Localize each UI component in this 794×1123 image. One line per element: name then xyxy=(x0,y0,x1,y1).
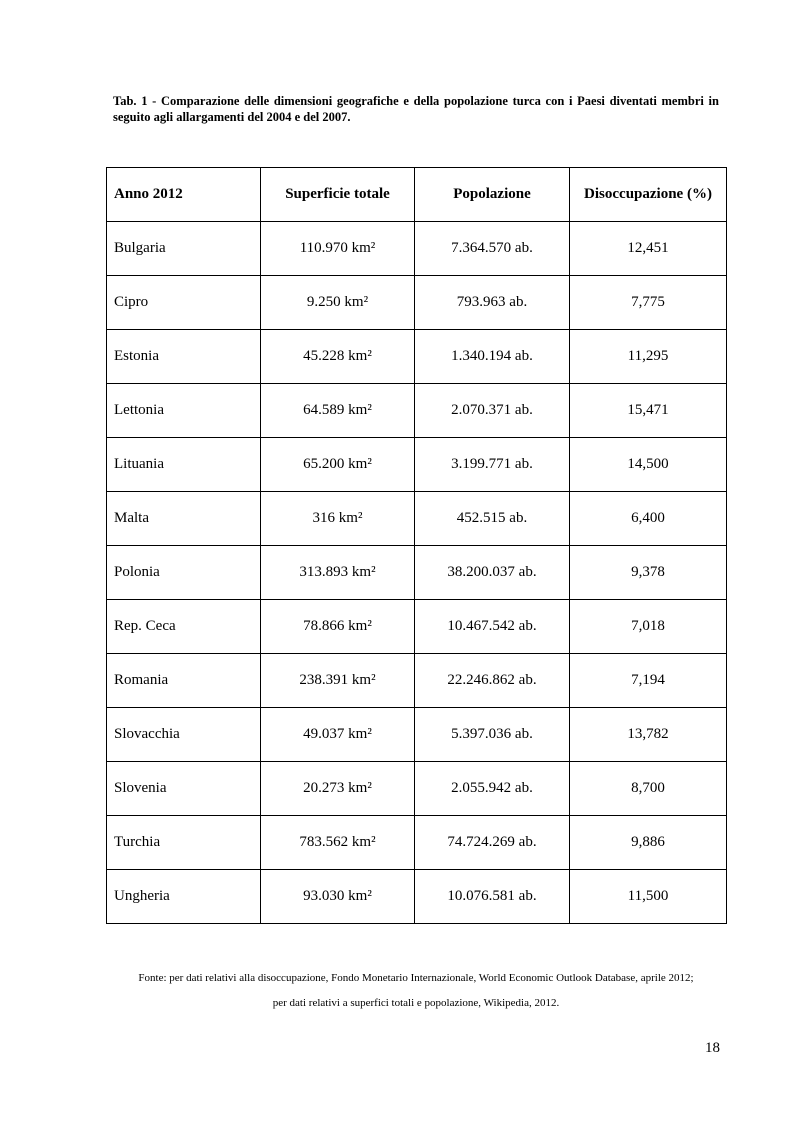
table-caption: Tab. 1 - Comparazione delle dimensioni geografiche e della popolazione turca con i Paesi diventati membri in seguito agli allargamenti del 2004 e del 2007. xyxy=(113,94,719,124)
country-cell: Turchia xyxy=(107,816,261,870)
surface-cell: 78.866 km² xyxy=(261,600,415,654)
surface-cell: 93.030 km² xyxy=(261,870,415,924)
unemployment-cell: 8,700 xyxy=(570,762,727,816)
country-cell: Romania xyxy=(107,654,261,708)
page-number: 18 xyxy=(705,1040,720,1056)
population-cell: 793.963 ab. xyxy=(415,276,570,330)
population-cell: 7.364.570 ab. xyxy=(415,222,570,276)
country-cell: Malta xyxy=(107,492,261,546)
population-cell: 1.340.194 ab. xyxy=(415,330,570,384)
unemployment-cell: 11,295 xyxy=(570,330,727,384)
unemployment-cell: 6,400 xyxy=(570,492,727,546)
country-cell: Bulgaria xyxy=(107,222,261,276)
source-line-unemployment: Fonte: per dati relativi alla disoccupazione, Fondo Monetario Internazionale, World Economic Outlook Database, aprile 2012; xyxy=(138,972,694,984)
country-cell: Slovacchia xyxy=(107,708,261,762)
table-row xyxy=(107,222,727,276)
header-surface: Superficie totale xyxy=(261,168,415,222)
header-unemployment: Disoccupazione (%) xyxy=(570,168,727,222)
table-row xyxy=(107,762,727,816)
surface-cell: 64.589 km² xyxy=(261,384,415,438)
table-row xyxy=(107,870,727,924)
surface-cell: 110.970 km² xyxy=(261,222,415,276)
unemployment-cell: 7,194 xyxy=(570,654,727,708)
unemployment-cell: 7,775 xyxy=(570,276,727,330)
unemployment-cell: 14,500 xyxy=(570,438,727,492)
population-cell: 452.515 ab. xyxy=(415,492,570,546)
country-cell: Cipro xyxy=(107,276,261,330)
table-row xyxy=(107,708,727,762)
table-row xyxy=(107,276,727,330)
population-cell: 38.200.037 ab. xyxy=(415,546,570,600)
table-header-row xyxy=(107,168,727,222)
surface-cell: 783.562 km² xyxy=(261,816,415,870)
population-cell: 22.246.862 ab. xyxy=(415,654,570,708)
table-body xyxy=(107,222,727,924)
unemployment-cell: 9,378 xyxy=(570,546,727,600)
source-note xyxy=(106,966,726,1016)
population-cell: 2.070.371 ab. xyxy=(415,384,570,438)
country-cell: Lettonia xyxy=(107,384,261,438)
country-cell: Ungheria xyxy=(107,870,261,924)
table-row xyxy=(107,492,727,546)
table-row xyxy=(107,654,727,708)
country-cell: Lituania xyxy=(107,438,261,492)
source-line-surface-population: per dati relativi a superfici totali e popolazione, Wikipedia, 2012. xyxy=(272,997,560,1009)
population-cell: 5.397.036 ab. xyxy=(415,708,570,762)
unemployment-cell: 15,471 xyxy=(570,384,727,438)
surface-cell: 313.893 km² xyxy=(261,546,415,600)
surface-cell: 20.273 km² xyxy=(261,762,415,816)
population-cell: 10.076.581 ab. xyxy=(415,870,570,924)
table-row xyxy=(107,438,727,492)
population-cell: 10.467.542 ab. xyxy=(415,600,570,654)
unemployment-cell: 9,886 xyxy=(570,816,727,870)
table-row xyxy=(107,816,727,870)
population-cell: 3.199.771 ab. xyxy=(415,438,570,492)
country-cell: Polonia xyxy=(107,546,261,600)
header-year: Anno 2012 xyxy=(107,168,261,222)
population-cell: 2.055.942 ab. xyxy=(415,762,570,816)
surface-cell: 9.250 km² xyxy=(261,276,415,330)
surface-cell: 316 km² xyxy=(261,492,415,546)
country-cell: Slovenia xyxy=(107,762,261,816)
table-row xyxy=(107,546,727,600)
unemployment-cell: 11,500 xyxy=(570,870,727,924)
surface-cell: 65.200 km² xyxy=(261,438,415,492)
unemployment-cell: 12,451 xyxy=(570,222,727,276)
surface-cell: 49.037 km² xyxy=(261,708,415,762)
country-cell: Rep. Ceca xyxy=(107,600,261,654)
surface-cell: 238.391 km² xyxy=(261,654,415,708)
surface-cell: 45.228 km² xyxy=(261,330,415,384)
population-cell: 74.724.269 ab. xyxy=(415,816,570,870)
table-row xyxy=(107,330,727,384)
country-cell: Estonia xyxy=(107,330,261,384)
unemployment-cell: 13,782 xyxy=(570,708,727,762)
unemployment-cell: 7,018 xyxy=(570,600,727,654)
header-population: Popolazione xyxy=(415,168,570,222)
table-row xyxy=(107,600,727,654)
comparison-table xyxy=(106,167,727,924)
table-row xyxy=(107,384,727,438)
